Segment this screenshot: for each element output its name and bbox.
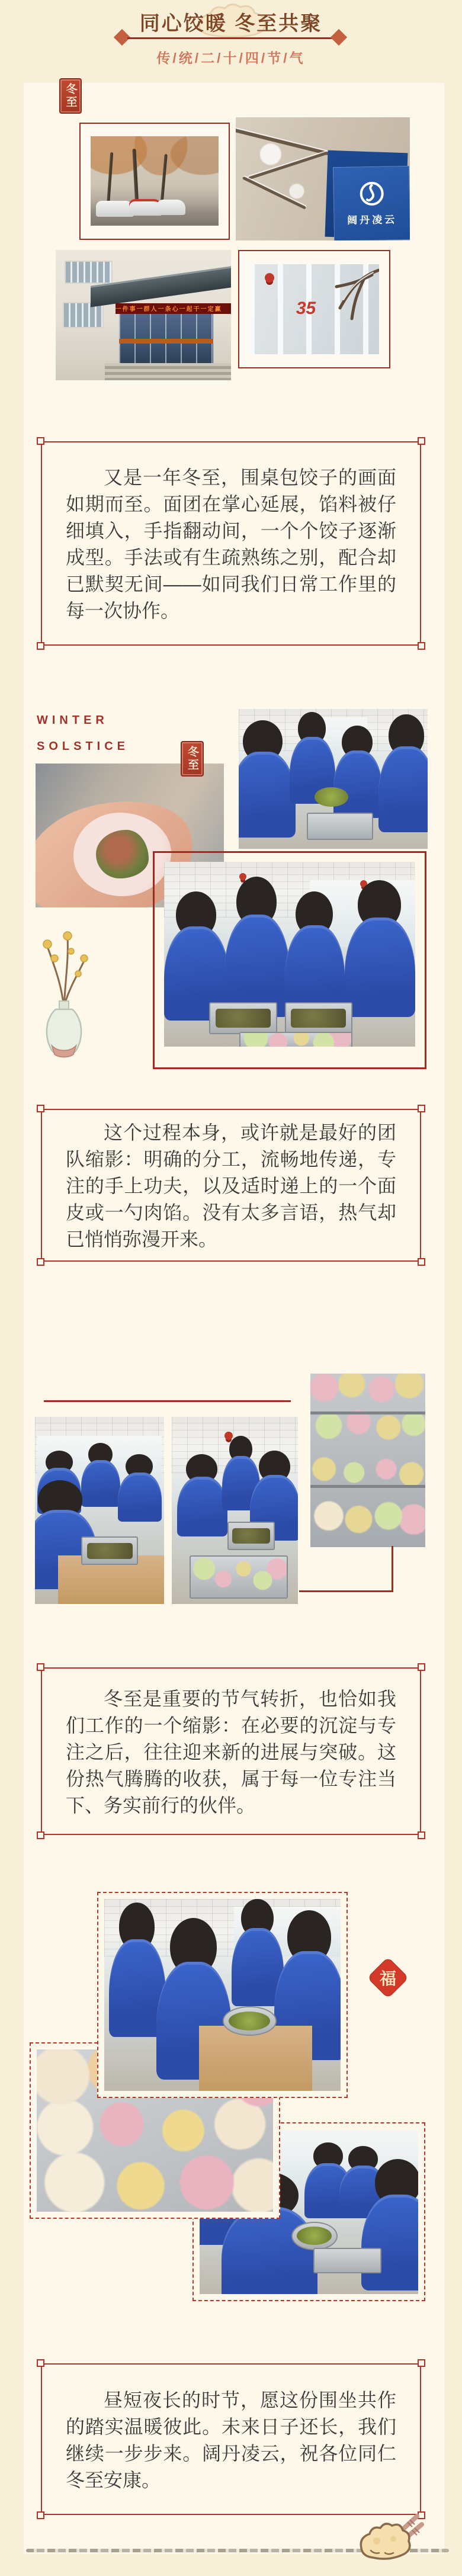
paragraph-1: 又是一年冬至，围桌包饺子的画面如期而至。面团在掌心延展，馅料被仔细填入，手指翻动间，一个个饺子逐渐成型。手法或有生疏熟练之别，配合却已默契无间——如同我们日常工作里的每一次协作。	[66, 467, 396, 621]
page-subtitle: 传/统/二/十/四/节/气	[156, 50, 306, 66]
photo-frame-snow-trees	[79, 123, 230, 240]
photo-group-showing-dumplings[interactable]	[164, 862, 415, 1047]
divider-line	[127, 37, 335, 39]
winter-label-line2: SOLSTICE	[37, 740, 130, 753]
led-banner	[116, 303, 231, 314]
winter-solstice-seal-icon-2: 冬至	[181, 741, 204, 777]
vase-illustration-icon	[34, 919, 94, 1061]
paragraph-2: 这个过程本身，或许就是最好的团队缩影：明确的分工，流畅地传递，专注的手上功夫，以及适时递上的一个面皮或一勺肉馅。没有太多言语，热气却已悄悄弥漫开来。	[66, 1122, 396, 1250]
photo-campus-snow-trees[interactable]	[91, 136, 219, 226]
paragraph-box-3	[41, 1667, 421, 1835]
photo-team-at-table[interactable]	[104, 1899, 341, 2091]
company-name-label: 阔丹凌云	[346, 214, 397, 226]
photo-window-anniversary[interactable]	[249, 264, 379, 354]
paragraph-box-4	[41, 2363, 421, 2515]
dumpling-chopsticks-icon	[351, 2511, 424, 2568]
photo-company-sign-snow[interactable]	[236, 117, 410, 240]
paragraph-box-1	[41, 441, 421, 646]
paragraph-4: 昼短夜长的时节，愿这份围坐共作的踏实温暖彼此。未来日子还长，我们继续一步步来。阔丹凌云，祝各位同仁冬至安康。	[66, 2389, 396, 2491]
winter-label-line1: WINTER	[37, 714, 108, 727]
connector-line-vertical	[392, 1546, 393, 1592]
paragraph-3: 冬至是重要的节气转折，也恰如我们工作的一个缩影：在必要的沉淀与专注之后，往往迎来新的进展与突破。这份热气腾腾的收获，属于每一位专注当下、务实前行的伙伴。	[66, 1688, 396, 1816]
building-window	[65, 261, 113, 284]
fu-character: 福	[379, 1969, 397, 1988]
photo-frame-window	[238, 250, 390, 368]
anniversary-35-label: 35	[296, 298, 316, 318]
paragraph-box-2	[41, 1109, 421, 1262]
section-divider-line	[44, 1400, 291, 1402]
winter-solstice-seal-icon: 冬至	[59, 78, 82, 114]
entrance-steps	[105, 363, 231, 380]
page-title: 同心饺暖 冬至共聚	[139, 12, 323, 35]
company-logo-icon	[358, 181, 385, 207]
photo-pair-making-dumplings[interactable]	[172, 1417, 298, 1604]
led-banner-text: 一件事一群人一条心一起干一定赢	[115, 306, 222, 313]
photo-frame-group-four	[153, 851, 426, 1069]
photo-building-entrance[interactable]	[56, 250, 231, 380]
door-orange-band	[119, 339, 214, 344]
photo-group-around-table[interactable]	[35, 1417, 164, 1604]
connector-line-horizontal	[299, 1590, 393, 1592]
photo-dashed-table-group	[97, 1892, 348, 2098]
photo-dumpling-rack[interactable]	[310, 1374, 425, 1547]
photo-team-filling-dumplings[interactable]	[239, 709, 428, 849]
sign-front-panel	[333, 166, 410, 240]
